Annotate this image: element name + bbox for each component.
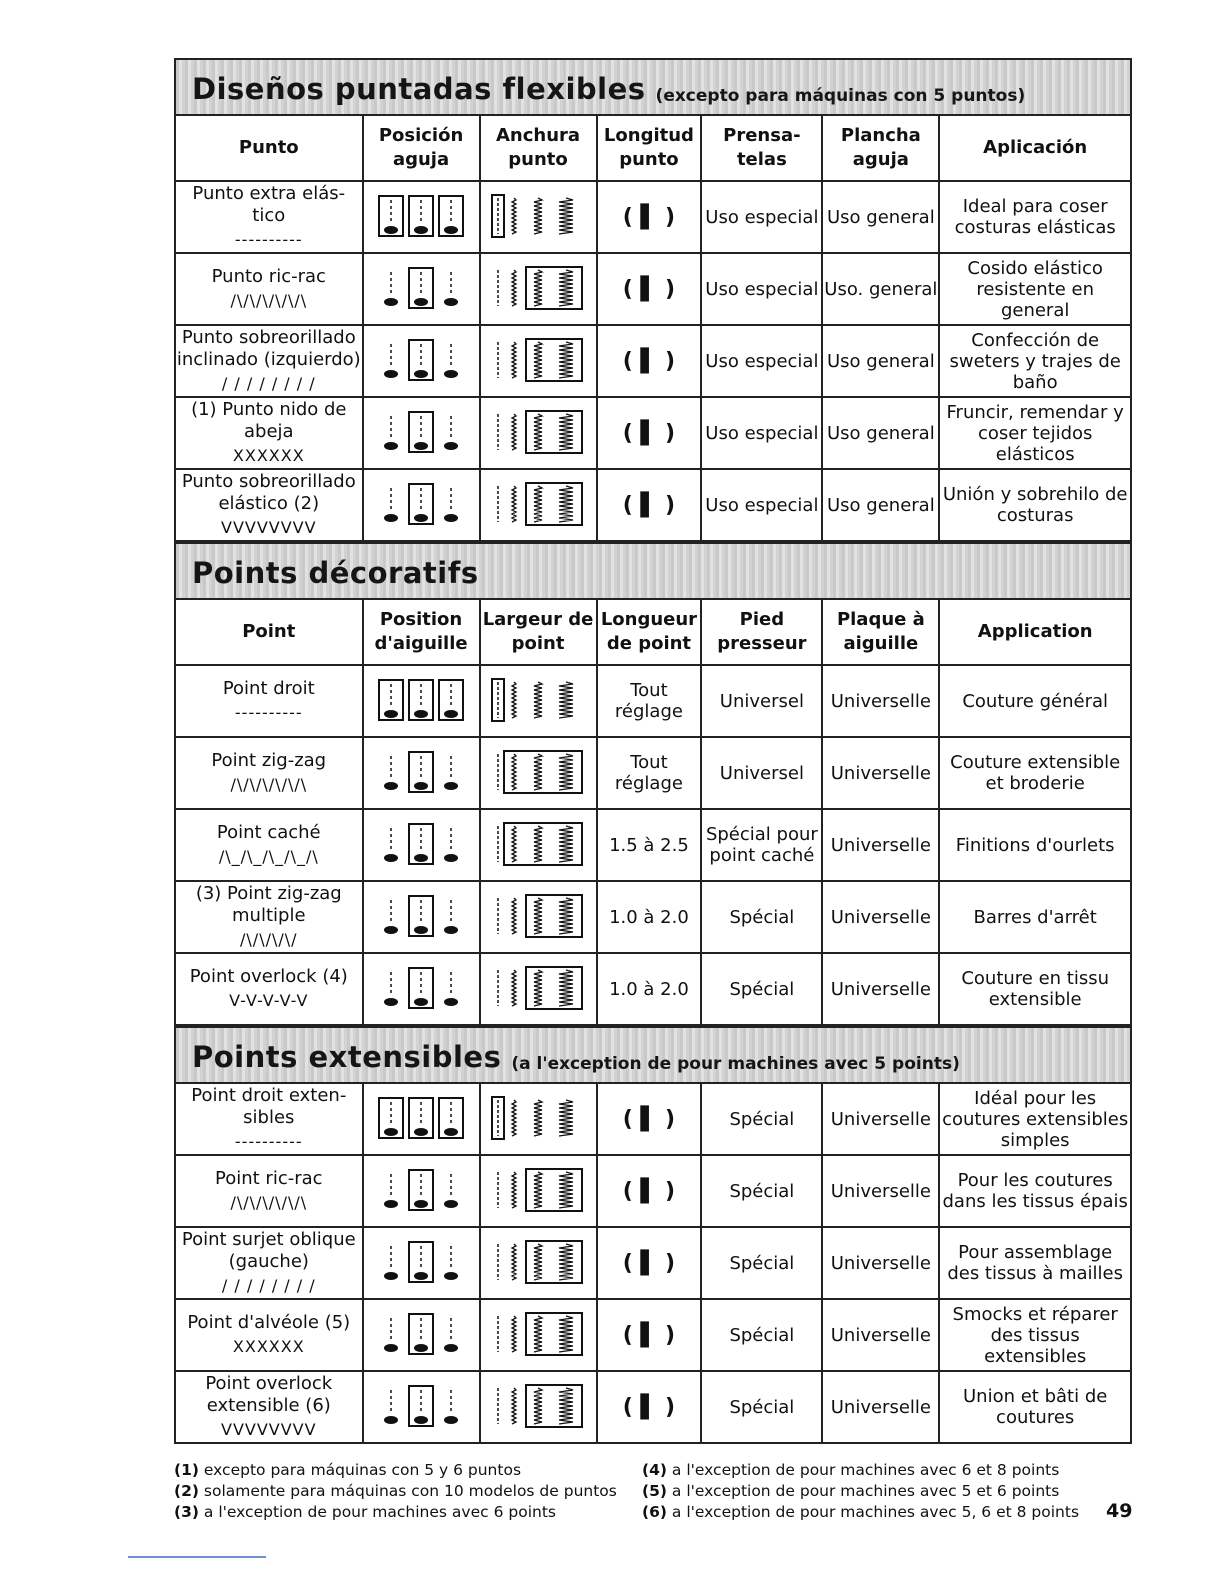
needle-plate-cell: Uso general (822, 397, 939, 469)
stitch-symbol: VVVVVVVV (221, 1420, 317, 1439)
needle-plate-cell: Uso general (822, 469, 939, 541)
column-header: Position d'aiguille (363, 599, 480, 665)
needle-position-cell (363, 325, 480, 397)
section-title: Diseños puntadas flexibles (192, 72, 646, 106)
footnote: (5) a l'exception de pour machines avec 5 et 6 points (642, 1482, 1060, 1500)
stitch-width-cell (480, 181, 597, 253)
stitch-symbol: /\/\/\/\/\/\ (230, 291, 308, 310)
stitch-length-cell: Tout réglage (597, 737, 702, 809)
table-row (175, 1155, 1131, 1227)
footnote: (1) excepto para máquinas con 5 y 6 puntos (174, 1461, 522, 1479)
table-row (175, 325, 1131, 397)
needle-position-icon (376, 676, 466, 726)
table-decoratifs (174, 598, 1132, 1026)
application-cell: Unión y sobrehilo de costuras (939, 469, 1131, 541)
needle-position-cell (363, 397, 480, 469)
stitch-symbol: / / / / / / / / (221, 1276, 316, 1295)
needle-position-icon (376, 192, 466, 242)
stitch-length-cell: 1.0 à 2.0 (597, 881, 702, 953)
stitch-name: Point zig-zag (211, 750, 327, 771)
needle-position-icon (376, 1094, 466, 1144)
section-subtitle: (excepto para máquinas con 5 puntos) (655, 86, 1026, 106)
stitch-symbol: /\/\/\/\/ (240, 930, 298, 949)
stitch-width-icon (488, 676, 588, 726)
stitch-name: Point droit exten-sibles (191, 1085, 347, 1128)
column-header: Longueur de point (597, 599, 702, 665)
table-row (175, 1227, 1131, 1299)
stitch-name-cell (175, 1371, 363, 1443)
section-banner-decoratifs (174, 542, 1132, 598)
column-header: Point (175, 599, 363, 665)
presser-foot-cell: Universel (701, 737, 822, 809)
stitch-length-cell: ( ▌ ) (597, 325, 702, 397)
needle-plate-cell: Universelle (822, 665, 939, 737)
needle-plate-cell: Universelle (822, 1299, 939, 1371)
stitch-name: Point d'alvéole (5) (187, 1312, 351, 1333)
needle-position-cell (363, 665, 480, 737)
stitch-width-icon (488, 336, 588, 386)
application-cell: Confección de sweters y trajes de baño (939, 325, 1131, 397)
stitch-width-icon (488, 964, 588, 1014)
needle-plate-cell: Universelle (822, 953, 939, 1025)
stitch-name: Point overlock extensible (6) (205, 1373, 333, 1416)
stitch-name-cell (175, 953, 363, 1025)
application-cell: Union et bâti de coutures (939, 1371, 1131, 1443)
stitch-symbol: V-V-V-V-V (229, 991, 309, 1010)
presser-foot-cell: Uso especial (701, 253, 822, 325)
table-row (175, 1299, 1131, 1371)
stitch-length-cell: ( ▌ ) (597, 1227, 702, 1299)
stitch-width-cell (480, 1083, 597, 1155)
table-row (175, 469, 1131, 541)
stitch-width-icon (488, 192, 588, 242)
application-cell: Couture général (939, 665, 1131, 737)
table-row (175, 1371, 1131, 1443)
stitch-length-cell: ( ▌ ) (597, 1299, 702, 1371)
footnotes-right (642, 1460, 1079, 1523)
stitch-symbol: ---------- (234, 703, 303, 722)
stitch-width-icon (488, 264, 588, 314)
stitch-length-cell: ( ▌ ) (597, 253, 702, 325)
column-header: Plancha aguja (822, 115, 939, 181)
needle-position-icon (376, 892, 466, 942)
stitch-name: Punto sobreorillado elástico (2) (181, 471, 356, 514)
needle-position-icon (376, 964, 466, 1014)
page-number: 49 (1106, 1500, 1133, 1522)
needle-position-cell (363, 809, 480, 881)
stitch-name: Point surjet oblique (gauche) (181, 1229, 356, 1272)
stitch-width-icon (488, 1166, 588, 1216)
column-header: Largeur de point (480, 599, 597, 665)
needle-position-cell (363, 253, 480, 325)
application-cell: Fruncir, remendar y coser tejidos elásticos (939, 397, 1131, 469)
needle-position-icon (376, 480, 466, 530)
footnote: (3) a l'exception de pour machines avec 6 points (174, 1503, 556, 1521)
table-row (175, 1083, 1131, 1155)
stitch-name-cell (175, 469, 363, 541)
stitch-symbol: VVVVVVVV (221, 518, 317, 537)
needle-plate-cell: Universelle (822, 1227, 939, 1299)
presser-foot-cell: Uso especial (701, 325, 822, 397)
needle-plate-cell: Universelle (822, 1155, 939, 1227)
needle-position-icon (376, 820, 466, 870)
stitch-symbol: ---------- (234, 1132, 303, 1151)
stitch-width-icon (488, 1094, 588, 1144)
presser-foot-cell: Spécial (701, 881, 822, 953)
stitch-name-cell (175, 325, 363, 397)
needle-plate-cell: Uso general (822, 181, 939, 253)
column-header: Anchura punto (480, 115, 597, 181)
needle-position-cell (363, 1083, 480, 1155)
stitch-name: Point overlock (4) (189, 966, 348, 987)
needle-position-cell (363, 737, 480, 809)
stitch-name-cell (175, 665, 363, 737)
column-header: Pied presseur (701, 599, 822, 665)
needle-position-cell (363, 1299, 480, 1371)
stitch-width-icon (488, 748, 588, 798)
needle-position-cell (363, 181, 480, 253)
stitch-chart (174, 58, 1132, 1444)
column-header: Posición aguja (363, 115, 480, 181)
application-cell: Pour assemblage des tissus à mailles (939, 1227, 1131, 1299)
application-cell: Couture extensible et broderie (939, 737, 1131, 809)
table-row (175, 881, 1131, 953)
presser-foot-cell: Spécial (701, 1155, 822, 1227)
needle-position-cell (363, 1227, 480, 1299)
application-cell: Smocks et réparer des tissus extensibles (939, 1299, 1131, 1371)
stitch-symbol: XXXXXX (232, 446, 305, 465)
needle-plate-cell: Universelle (822, 809, 939, 881)
presser-foot-cell: Spécial (701, 953, 822, 1025)
stitch-name: (1) Punto nido de abeja (191, 399, 347, 442)
needle-position-icon (376, 1166, 466, 1216)
presser-foot-cell: Uso especial (701, 181, 822, 253)
column-header: Punto (175, 115, 363, 181)
stitch-width-cell (480, 253, 597, 325)
stitch-width-icon (488, 480, 588, 530)
presser-foot-cell: Spécial pour point caché (701, 809, 822, 881)
stitch-width-icon (488, 408, 588, 458)
table-row (175, 397, 1131, 469)
column-header: Aplicación (939, 115, 1131, 181)
application-cell: Couture en tissu extensible (939, 953, 1131, 1025)
section-banner-extensibles (174, 1026, 1132, 1082)
stitch-width-icon (488, 892, 588, 942)
stitch-width-icon (488, 1238, 588, 1288)
stitch-name-cell (175, 1155, 363, 1227)
stitch-name-cell (175, 253, 363, 325)
stitch-width-cell (480, 397, 597, 469)
stitch-width-icon (488, 1310, 588, 1360)
stitch-length-cell: ( ▌ ) (597, 397, 702, 469)
needle-position-cell (363, 1155, 480, 1227)
footnotes-left (174, 1460, 617, 1523)
column-header: Longitud punto (597, 115, 702, 181)
stitch-length-cell: ( ▌ ) (597, 1371, 702, 1443)
stitch-width-cell (480, 737, 597, 809)
stitch-width-cell (480, 881, 597, 953)
footnote: (6) a l'exception de pour machines avec 5, 6 et 8 points (642, 1503, 1080, 1521)
stitch-name-cell (175, 881, 363, 953)
stitch-length-cell: 1.0 à 2.0 (597, 953, 702, 1025)
bottom-rule (128, 1556, 266, 1558)
needle-plate-cell: Universelle (822, 1371, 939, 1443)
table-flexibles (174, 114, 1132, 542)
needle-plate-cell: Uso. general (822, 253, 939, 325)
needle-position-icon (376, 264, 466, 314)
section-title: Points décoratifs (192, 556, 479, 590)
stitch-width-cell (480, 665, 597, 737)
needle-position-icon (376, 336, 466, 386)
table-row (175, 181, 1131, 253)
application-cell: Ideal para coser costuras elásticas (939, 181, 1131, 253)
stitch-symbol: / / / / / / / / (221, 374, 316, 393)
stitch-name-cell (175, 809, 363, 881)
stitch-length-cell: ( ▌ ) (597, 1155, 702, 1227)
stitch-name-cell (175, 1083, 363, 1155)
application-cell: Idéal pour les coutures extensibles simples (939, 1083, 1131, 1155)
stitch-length-cell: ( ▌ ) (597, 1083, 702, 1155)
stitch-length-cell: Tout réglage (597, 665, 702, 737)
footnote: (2) solamente para máquinas con 10 modelos de puntos (174, 1482, 617, 1500)
section-banner-flexibles (174, 58, 1132, 114)
stitch-name-cell (175, 1227, 363, 1299)
needle-position-cell (363, 469, 480, 541)
needle-position-icon (376, 1382, 466, 1432)
header-row (175, 599, 1131, 665)
stitch-length-cell: ( ▌ ) (597, 469, 702, 541)
application-cell: Barres d'arrêt (939, 881, 1131, 953)
section-title: Points extensibles (192, 1040, 502, 1074)
stitch-width-cell (480, 953, 597, 1025)
stitch-name: Point ric-rac (215, 1168, 323, 1189)
needle-plate-cell: Universelle (822, 1083, 939, 1155)
needle-position-icon (376, 1238, 466, 1288)
stitch-width-cell (480, 1299, 597, 1371)
presser-foot-cell: Spécial (701, 1299, 822, 1371)
needle-position-cell (363, 953, 480, 1025)
stitch-length-cell: 1.5 à 2.5 (597, 809, 702, 881)
application-cell: Pour les coutures dans les tissus épais (939, 1155, 1131, 1227)
stitch-symbol: /\/\/\/\/\/\ (230, 1193, 308, 1212)
stitch-width-cell (480, 1227, 597, 1299)
section-subtitle: (a l'exception de pour machines avec 5 points) (511, 1054, 960, 1074)
stitch-name: Point droit (222, 678, 315, 699)
column-header: Plaque à aiguille (822, 599, 939, 665)
needle-position-cell (363, 1371, 480, 1443)
needle-plate-cell: Uso general (822, 325, 939, 397)
presser-foot-cell: Spécial (701, 1227, 822, 1299)
stitch-name-cell (175, 737, 363, 809)
stitch-name: Punto ric-rac (211, 266, 326, 287)
stitch-width-cell (480, 1371, 597, 1443)
stitch-name-cell (175, 397, 363, 469)
table-row (175, 809, 1131, 881)
stitch-name-cell (175, 1299, 363, 1371)
stitch-length-cell: ( ▌ ) (597, 181, 702, 253)
stitch-width-icon (488, 820, 588, 870)
presser-foot-cell: Spécial (701, 1083, 822, 1155)
stitch-symbol: ---------- (234, 230, 303, 249)
stitch-width-cell (480, 1155, 597, 1227)
needle-plate-cell: Universelle (822, 881, 939, 953)
stitch-name-cell (175, 181, 363, 253)
needle-position-icon (376, 408, 466, 458)
stitch-width-icon (488, 1382, 588, 1432)
stitch-symbol: XXXXXX (232, 1337, 305, 1356)
needle-position-cell (363, 881, 480, 953)
column-header: Application (939, 599, 1131, 665)
stitch-symbol: /\_/\_/\_/\_/\ (218, 847, 319, 866)
header-row (175, 115, 1131, 181)
stitch-name: Point caché (216, 822, 321, 843)
presser-foot-cell: Spécial (701, 1371, 822, 1443)
table-row (175, 953, 1131, 1025)
application-cell: Cosido elástico resistente en general (939, 253, 1131, 325)
needle-plate-cell: Universelle (822, 737, 939, 809)
table-row (175, 665, 1131, 737)
stitch-symbol: /\/\/\/\/\/\ (230, 775, 308, 794)
stitch-name: Punto sobreorillado inclinado (izquierdo) (176, 327, 361, 370)
presser-foot-cell: Universel (701, 665, 822, 737)
stitch-name: (3) Point zig-zag multiple (195, 883, 342, 926)
stitch-width-cell (480, 469, 597, 541)
table-extensibles (174, 1082, 1132, 1444)
column-header: Prensa-telas (701, 115, 822, 181)
stitch-name: Punto extra elás-tico (192, 183, 346, 226)
presser-foot-cell: Uso especial (701, 397, 822, 469)
stitch-width-cell (480, 325, 597, 397)
presser-foot-cell: Uso especial (701, 469, 822, 541)
table-row (175, 253, 1131, 325)
application-cell: Finitions d'ourlets (939, 809, 1131, 881)
footnote: (4) a l'exception de pour machines avec 6 et 8 points (642, 1461, 1060, 1479)
stitch-width-cell (480, 809, 597, 881)
table-row (175, 737, 1131, 809)
needle-position-icon (376, 748, 466, 798)
needle-position-icon (376, 1310, 466, 1360)
